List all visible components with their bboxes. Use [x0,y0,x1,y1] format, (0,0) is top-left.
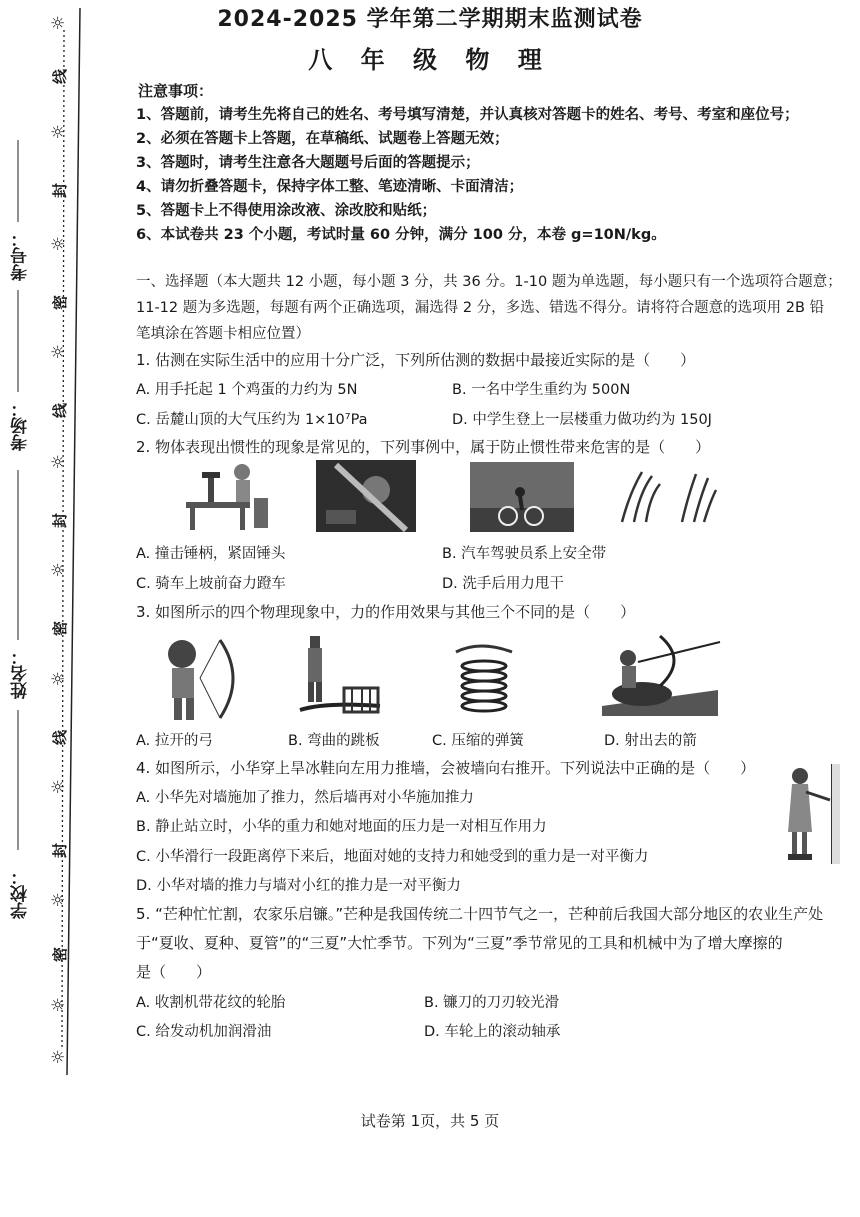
sun-icon: ☼ [50,670,66,690]
note-item: 6、本试卷共 23 个小题，考试时量 60 分钟，满分 100 分，本卷 g=10N/kg。 [136,227,666,243]
seal-char: 封 [51,512,70,529]
sun-icon: ☼ [50,996,66,1016]
option-d: D. 车轮上的滚动轴承 [424,1024,561,1040]
sun-icon: ☼ [50,778,66,798]
subject-title: 八 年 级 物 理 [308,46,552,74]
note-item: 3、答题时，请考生注意各大题题号后面的答题提示； [136,155,480,171]
option-a: A. 用手托起 1 个鸡蛋的力约为 5N [136,382,358,398]
seal-char: 封 [51,182,70,199]
option-c: C. 小华滑行一段距离停下来后，地面对她的支持力和她受到的重力是一对平衡力 [136,849,649,865]
binding-lines [0,0,90,1085]
sun-icon: ☼ [50,561,66,581]
sun-icon: ☼ [50,1048,66,1068]
cyclist-photo [470,462,574,532]
section-intro: 一、选择题（本大题共 12 小题，每小题 3 分，共 36 分。1-10 题为单选题，每小题只有一个选项符合题意； [136,274,842,290]
option-a: A. 小华先对墙施加了推力，然后墙再对小华施加推力 [136,790,474,806]
section-intro: 11-12 题为多选题，每题有两个正确选项，漏选得 2 分，多选、错选不得分。请将符合题意的选项用 2B 铅 [136,300,825,316]
seal-char: 线 [51,402,70,419]
seal-char: 密 [51,620,70,637]
question-stem: 是（ ） [136,963,212,981]
option-c: C. 岳麓山顶的大气压约为 1×10⁷Pa [136,412,368,428]
skater-wall-illustration [776,760,840,868]
question-stem: 3. 如图所示的四个物理现象中，力的作用效果与其他三个不同的是（ ） [136,603,636,621]
exam-number-label: 考号： [11,230,31,281]
seal-char: 线 [51,729,70,746]
bow-girl-illustration [150,632,242,724]
hands-illustration [612,462,722,530]
spring-illustration [450,636,520,716]
option-a: A. 撞击锤柄，紧固锤头 [136,546,286,562]
sun-icon: ☼ [50,123,66,143]
note-item: 2、必须在答题卡上答题，在草稿纸、试题卷上答题无效； [136,131,509,147]
sun-icon: ☼ [50,891,66,911]
page-number: 试卷第 1页，共 5 页 [360,1112,500,1130]
seal-char: 封 [51,842,70,859]
option-d: D. 射出去的箭 [604,733,697,749]
archer-horse-illustration [598,632,722,716]
section-intro: 笔填涂在答题卡相应位置） [136,326,310,342]
binding-margin [0,0,90,1085]
question-stem: 于“夏收、夏种、夏管”的“三夏”大忙季节。下列为“三夏”季节常见的工具和机械中为了增大摩擦的 [136,934,783,952]
question-stem: 2. 物体表现出惯性的现象是常见的，下列事例中，属于防止惯性带来危害的是（ ） [136,438,711,456]
option-c: C. 给发动机加润滑油 [136,1024,272,1040]
option-c: C. 骑车上坡前奋力蹬车 [136,576,286,592]
option-d: D. 洗手后用力甩干 [442,576,564,592]
option-b: B. 汽车驾驶员系上安全带 [442,546,607,562]
option-b: B. 弯曲的跳板 [288,733,380,749]
option-d: D. 中学生登上一层楼重力做功约为 150J [452,412,712,428]
school-label: 学校： [11,868,31,919]
question-stem: 4. 如图所示，小华穿上旱冰鞋向左用力推墙，会被墙向右推开。下列说法中正确的是（ ） [136,759,756,777]
note-item: 1、答题前，请考生先将自己的姓名、考号填写清楚，并认真核对答题卡的姓名、考号、考室和座位号； [136,107,799,123]
option-a: A. 拉开的弓 [136,733,213,749]
sun-icon: ☼ [50,343,66,363]
hammer-illustration [178,458,278,534]
question-stem: 5. “芒种忙忙割，农家乐启镰。”芒种是我国传统二十四节气之一，芒种前后我国大部分地区的农业生产处 [136,905,824,923]
name-label: 姓名： [11,648,31,699]
sun-icon: ☼ [50,235,66,255]
diving-board-illustration [296,632,382,722]
seal-char: 密 [51,294,70,311]
notes-heading: 注意事项： [138,82,214,100]
note-item: 5、答题卡上不得使用涂改液、涂改胶和贴纸； [136,203,437,219]
option-b: B. 一名中学生重约为 500N [452,382,631,398]
option-b: B. 静止站立时，小华的重力和她对地面的压力是一对相互作用力 [136,819,547,835]
option-b: B. 镰刀的刀刃较光滑 [424,995,560,1011]
seatbelt-photo [316,460,416,532]
question-stem: 1. 估测在实际生活中的应用十分广泛，下列所估测的数据中最接近实际的是（ ） [136,351,696,369]
exam-title: 2024-2025 学年第二学期期末监测试卷 [217,7,643,32]
sun-icon: ☼ [50,14,66,34]
note-item: 4、请勿折叠答题卡，保持字体工整、笔迹清晰、卡面清洁； [136,179,524,195]
option-d: D. 小华对墙的推力与墙对小红的推力是一对平衡力 [136,878,461,894]
option-c: C. 压缩的弹簧 [432,733,524,749]
exam-room-label: 考场： [11,400,31,451]
seal-char: 密 [51,946,70,963]
sun-icon: ☼ [50,453,66,473]
option-a: A. 收割机带花纹的轮胎 [136,995,286,1011]
seal-char: 线 [51,68,70,85]
